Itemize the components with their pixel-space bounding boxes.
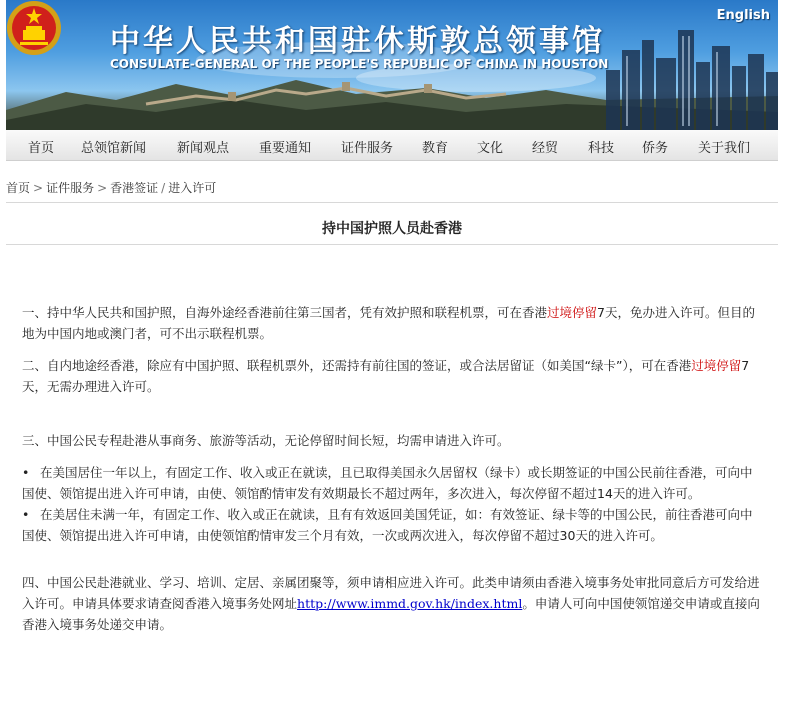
list-item: • 在美国居住一年以上，有固定工作、收入或正在就读，且已取得美国永久居留权（绿卡）或长期签证的中国公民前往香港，可向中国使、领馆提出进入许可申请，由使、领馆酌情审发有效期最长不超过两年，多次进入，每次停留不超过14天的进入许可。 xyxy=(22,462,762,504)
nav-item-about-us[interactable]: 关于我们 xyxy=(698,141,751,156)
bullet-icon: • xyxy=(22,507,30,522)
breadcrumb-separator: / xyxy=(161,181,166,195)
nav-item-important-notices[interactable]: 重要通知 xyxy=(259,141,312,156)
breadcrumb-separator: > xyxy=(33,181,44,195)
site-title-chinese: 中华人民共和国驻休斯敦总领事馆 xyxy=(110,24,605,59)
paragraph-1: 一、持中华人民共和国护照，自海外途经香港前往第三国者，凭有效护照和联程机票，可在香港过境停留7天，免办进入许可。但目的地为中国内地或澳门者，可不出示联程机票。 xyxy=(22,305,755,341)
nav-item-news-views[interactable]: 新闻观点 xyxy=(177,141,230,156)
national-emblem-icon xyxy=(6,0,62,56)
list-item: • 在美居住未满一年，有固定工作、收入或正在就读，且有有效返回美国凭证，如：有效签证、绿卡等的中国公民，前往香港可向中国使、领馆提出进入许可申请，由使领馆酌情审发三个月有效，一次或两次进入，每次停留不超过30天的进入许可。 xyxy=(22,504,762,546)
paragraph-4: 四、中国公民赴港就业、学习、培训、定居、亲属团聚等，须申请相应进入许可。此类申请须由香港入境事务处审批同意后方可发给进入许可。申请具体要求请查阅香港入境事务处网址http://www.immd.gov.hk/index.html。申请人可向中国使领馆递交申请或直接向香港入境事务处递交申请。 xyxy=(22,575,760,632)
paragraph-3: 三、中国公民专程赴港从事商务、旅游等活动，无论停留时间长短，均需申请进入许可。 xyxy=(22,433,510,448)
nav-item-education[interactable]: 教育 xyxy=(422,141,449,156)
nav-item-culture[interactable]: 文化 xyxy=(477,141,504,156)
divider xyxy=(6,244,778,245)
divider xyxy=(6,202,778,203)
immd-website-link[interactable]: http://www.immd.gov.hk/index.html xyxy=(297,596,523,611)
paragraph-2: 二、自内地途经香港，除应有中国护照、联程机票外，还需持有前往国的签证，或合法居留证（如美国“绿卡”），可在香港过境停留7天，无需办理进入许可。 xyxy=(22,358,750,394)
transit-stay-highlight: 过境停留 xyxy=(691,358,742,373)
header-banner xyxy=(6,0,778,130)
page-title: 持中国护照人员赴香港 xyxy=(322,221,462,237)
breadcrumb-separator: > xyxy=(97,181,108,195)
breadcrumb-entry-permit-link[interactable]: 进入许可 xyxy=(168,181,217,195)
nav-item-consulate-news[interactable]: 总领馆新闻 xyxy=(81,141,147,156)
nav-item-science-technology[interactable]: 科技 xyxy=(588,141,615,156)
nav-item-overseas-chinese[interactable]: 侨务 xyxy=(642,141,669,156)
nav-item-home[interactable]: 首页 xyxy=(28,141,55,156)
site-title-english: CONSULATE-GENERAL OF THE PEOPLE'S REPUBLIC OF CHINA IN HOUSTON xyxy=(110,57,609,71)
breadcrumb xyxy=(6,179,216,196)
transit-stay-highlight: 过境停留 xyxy=(547,305,598,320)
breadcrumb-home-link[interactable]: 首页 xyxy=(6,181,31,195)
english-language-link[interactable]: English xyxy=(716,8,770,23)
nav-item-certificate-services[interactable]: 证件服务 xyxy=(341,141,394,156)
nav-item-economy-trade[interactable]: 经贸 xyxy=(532,141,559,156)
article-body xyxy=(22,302,762,635)
breadcrumb-hongkong-visa-link[interactable]: 香港签证 xyxy=(110,181,159,195)
bullet-icon: • xyxy=(22,465,30,480)
main-nav xyxy=(6,130,778,161)
breadcrumb-certificate-services-link[interactable]: 证件服务 xyxy=(46,181,95,195)
